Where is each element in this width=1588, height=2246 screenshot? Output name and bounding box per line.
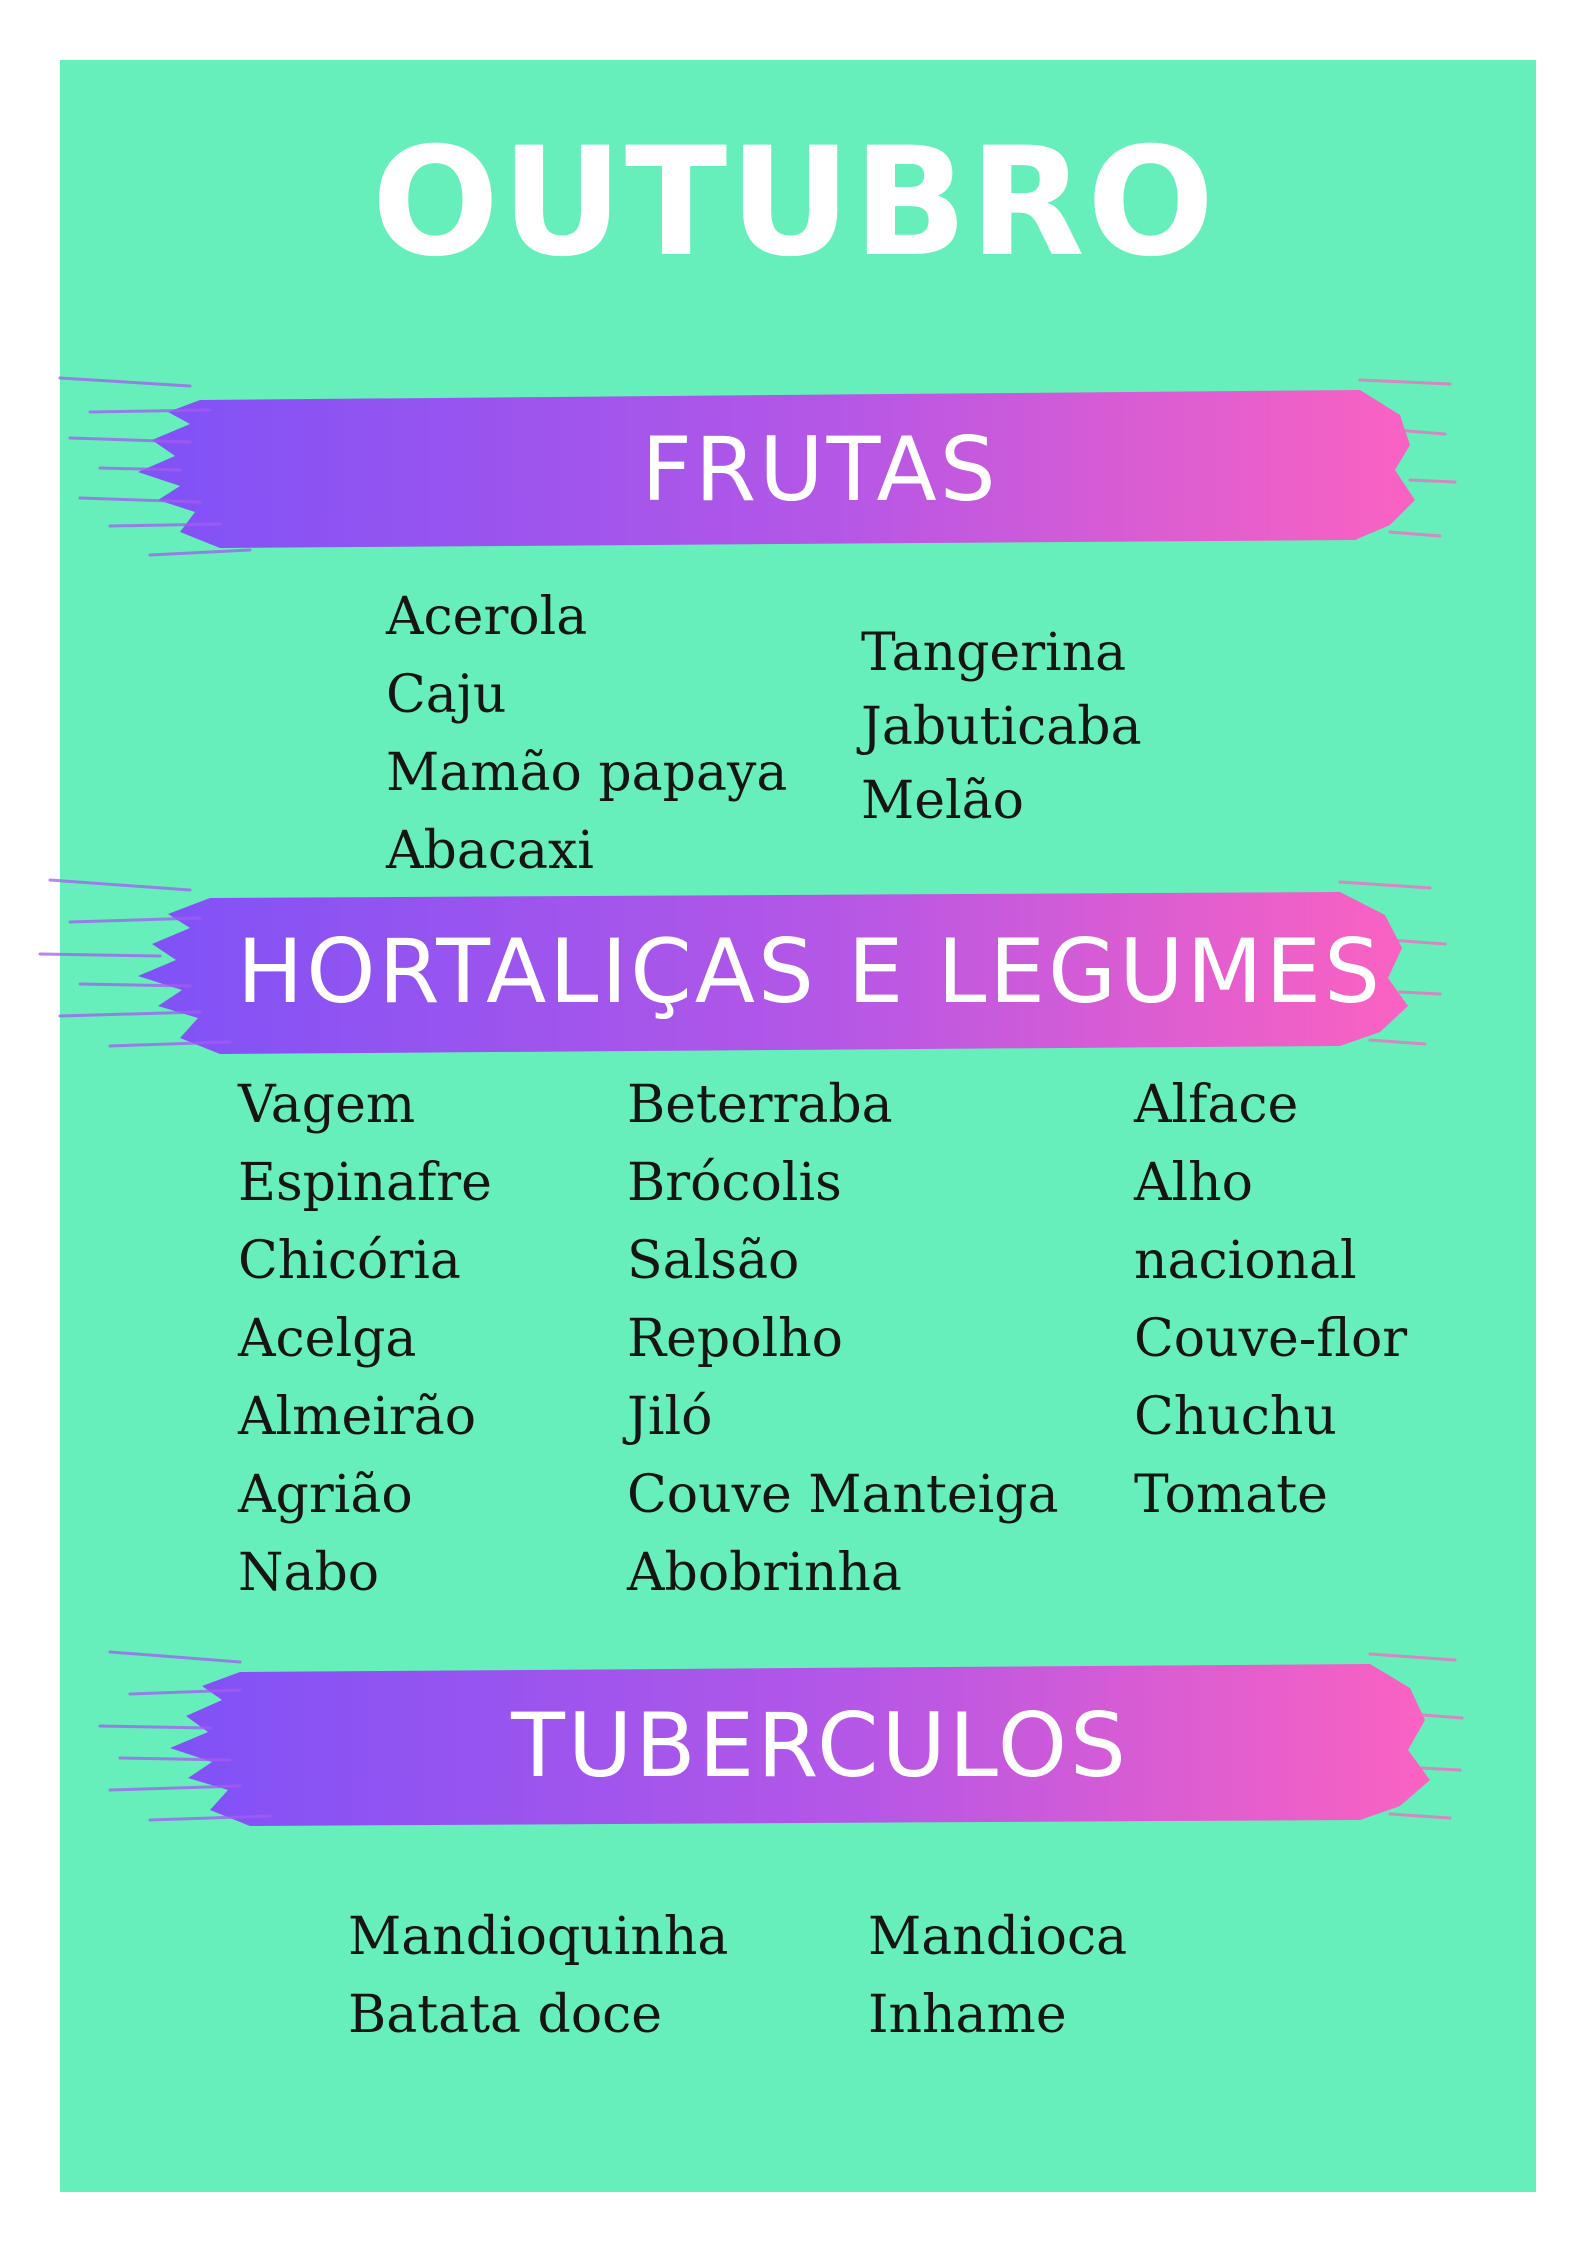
list-item: Caju: [386, 665, 507, 725]
list-item: Couve-flor: [1134, 1309, 1408, 1369]
list-item: Beterraba: [627, 1075, 893, 1135]
list-item: Abacaxi: [386, 821, 594, 881]
list-item: Abobrinha: [627, 1543, 902, 1603]
list-item: Repolho: [627, 1309, 843, 1369]
tuberculos-column-2: [868, 1898, 1127, 2054]
list-item: Couve Manteiga: [627, 1465, 1059, 1525]
list-item: nacional: [1134, 1231, 1357, 1291]
list-item: Tangerina: [861, 623, 1127, 683]
list-item: Melão: [861, 771, 1024, 831]
list-item: Mamão papaya: [386, 743, 788, 803]
list-item: Acerola: [386, 587, 588, 647]
list-item: Jiló: [627, 1387, 713, 1447]
list-item: Tomate: [1134, 1465, 1328, 1525]
list-item: Jabuticaba: [861, 697, 1142, 757]
list-item: Inhame: [868, 1985, 1067, 2045]
list-item: Agrião: [238, 1465, 413, 1525]
list-item: Brócolis: [627, 1153, 842, 1213]
tuberculos-column-1: [348, 1898, 728, 2054]
list-item: Nabo: [238, 1543, 380, 1603]
list-item: Vagem: [238, 1075, 416, 1135]
list-item: Alface: [1134, 1075, 1299, 1135]
list-item: Espinafre: [238, 1153, 492, 1213]
list-item: Batata doce: [348, 1985, 663, 2045]
hortalicas-column-1: [238, 1066, 492, 1612]
list-item: Mandioquinha: [348, 1907, 729, 1967]
hortalicas-column-3: [1134, 1066, 1407, 1534]
list-item: Salsão: [627, 1231, 800, 1291]
list-item: Acelga: [238, 1309, 417, 1369]
frutas-column-1: [386, 578, 787, 890]
list-item: Chuchu: [1134, 1387, 1337, 1447]
list-item: Mandioca: [868, 1907, 1128, 1967]
section-heading-hortalicas: HORTALIÇAS E LEGUMES: [237, 920, 1383, 1023]
hortalicas-column-2: [627, 1066, 1059, 1612]
section-heading-frutas: FRUTAS: [641, 418, 999, 521]
list-item: Almeirão: [238, 1387, 477, 1447]
section-heading-tuberculos: TUBERCULOS: [511, 1694, 1129, 1797]
list-item: Alho: [1134, 1153, 1253, 1213]
frutas-column-2: [861, 616, 1142, 838]
list-item: Chicória: [238, 1231, 461, 1291]
page-title: OUTUBRO: [371, 116, 1217, 290]
